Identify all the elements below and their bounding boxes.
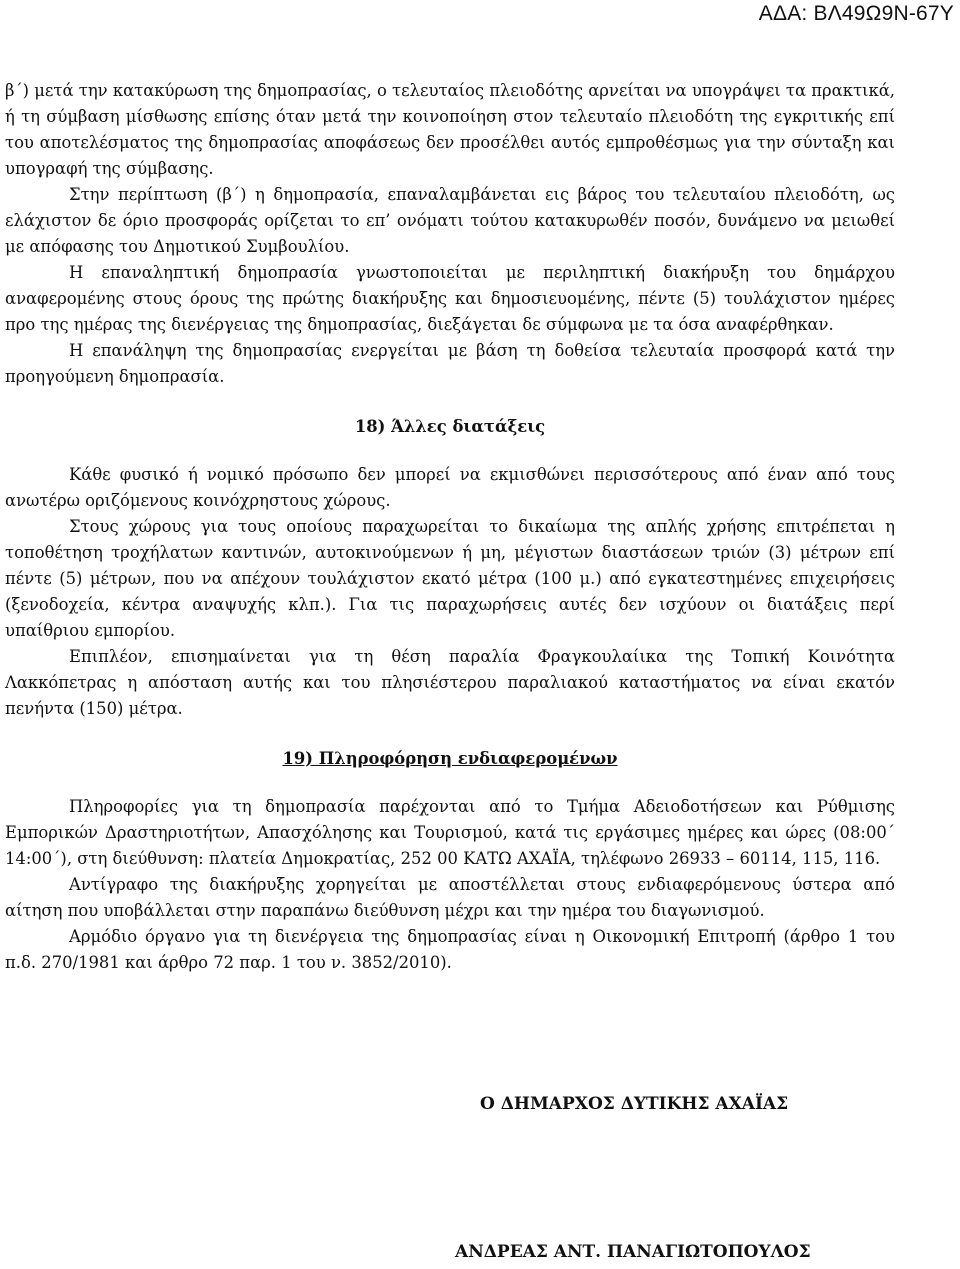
paragraph-beach-distance: Επιπλέον, επισημαίνεται για τη θέση παραλία Φραγκουλαίικα της Τοπική Κοινότητα Λακκόπετρας η απόσταση αυτής και του πλησιέστερου παραλιακού καταστήματος να είναι εκατόν πενήντα (150) μέτρα.	[5, 647, 895, 718]
paragraph-copy-of-notice: Αντίγραφο της διακήρυξης χορηγείται με αποστέλλεται στους ενδιαφερόμενους ύστερα από αίτηση που υποβάλλεται στην παραπάνω διεύθυνση μέχρι και την ημέρα του διαγωνισμού.	[5, 875, 895, 920]
paragraph-b-condition: β΄) μετά την κατακύρωση της δημοπρασίας, ο τελευταίος πλειοδότης αρνείται να υπογράψει τα πρακτικά, ή τη σύμβαση μίσθωσης επίσης όταν μετά την κοινοποίηση στον τελευταίο πλειοδότη της εγκριτικής επί του αποτελέσματος της δημοπρασίας αποφάσεως δεν προσέλθει αυτός εμπροθέσμως για την σύνταξη και υπογραφή της σύμβασης.	[5, 81, 895, 178]
paragraph-one-space-limit: Κάθε φυσικό ή νομικό πρόσωπο δεν μπορεί να εκμισθώνει περισσότερους από έναν από τους ανωτέρω οριζόμενους κοινόχρηστους χώρους.	[5, 465, 895, 510]
paragraph-repeat-auction-notice: Η επαναληπτική δημοπρασία γνωστοποιείται με περιληπτική διακήρυξη του δημάρχου αναφερομένης στους όρους της πρώτης διακήρυξης και δημοσιευομένης, πέντε (5) τουλάχιστον ημέρες προ της ημέρας της διενέργειας της δημοπρασίας, διεξάγεται δε σύμφωνα με τα όσα αναφέρθηκαν.	[5, 263, 895, 334]
ada-code: ΑΔΑ: ΒΛ49Ω9Ν-67Υ	[758, 2, 954, 25]
signature-title: Ο ΔΗΜΑΡΧΟΣ ΔΥΤΙΚΗΣ ΑΧΑΪΑΣ	[480, 1094, 789, 1114]
paragraph-case-b: Στην περίπτωση (β΄) η δημοπρασία, επαναλαμβάνεται εις βάρος του τελευταίου πλειοδότη, ως ελάχιστον δε όριο προσφοράς ορίζεται το επ’ ονόματι τούτου κατακυρωθέν ποσόν, δυνάμενο να μειωθεί με απόφασης του Δημοτικού Συμβουλίου.	[5, 185, 895, 256]
section-19-heading: 19) Πληροφόρηση ενδιαφερομένων	[282, 749, 618, 768]
paragraph-competent-body: Αρμόδιο όργανο για τη διενέργεια της δημοπρασίας είναι η Οικονομική Επιτροπή (άρθρο 1 του π.δ. 270/1981 και άρθρο 72 παρ. 1 του ν. 3852/2010).	[5, 927, 895, 972]
paragraph-repeat-auction-basis: Η επανάληψη της δημοπρασίας ενεργείται με βάση τη δοθείσα τελευταία προσφορά κατά την προηγούμενη δημοπρασία.	[5, 341, 895, 386]
signature-name: ΑΝΔΡΕΑΣ ΑΝΤ. ΠΑΝΑΓΙΩΤΟΠΟΥΛΟΣ	[455, 1242, 811, 1262]
document-body	[5, 78, 895, 976]
paragraph-canteens: Στους χώρους για τους οποίους παραχωρείται το δικαίωμα της απλής χρήσης επιτρέπεται η τοποθέτηση τροχήλατων καντινών, αυτοκινούμενων ή μη, μέγιστων διαστάσεων τριών (3) μέτρων επί πέντε (5) μέτρων, που να απέχουν τουλάχιστον εκατό μέτρα (100 μ.) από εγκατεστημένες επιχειρήσεις (ξενοδοχεία, κέντρα αναψυχής κλπ.). Για τις παραχωρήσεις αυτές δεν ισχύουν οι διατάξεις περί υπαίθριου εμπορίου.	[5, 517, 895, 640]
paragraph-information: Πληροφορίες για τη δημοπρασία παρέχονται από το Τμήμα Αδειοδοτήσεων και Ρύθμισης Εμπορικών Δραστηριοτήτων, Απασχόλησης και Τουρισμού, κατά τις εργάσιμες ημέρες και ώρες (08:00΄ 14:00΄), στη διεύθυνση: πλατεία Δημοκρατίας, 252 00 ΚΑΤΩ ΑΧΑΪΑ, τηλέφωνο 26933 – 60114, 115, 116.	[5, 797, 895, 868]
section-18-heading: 18) Άλλες διατάξεις	[354, 417, 546, 436]
